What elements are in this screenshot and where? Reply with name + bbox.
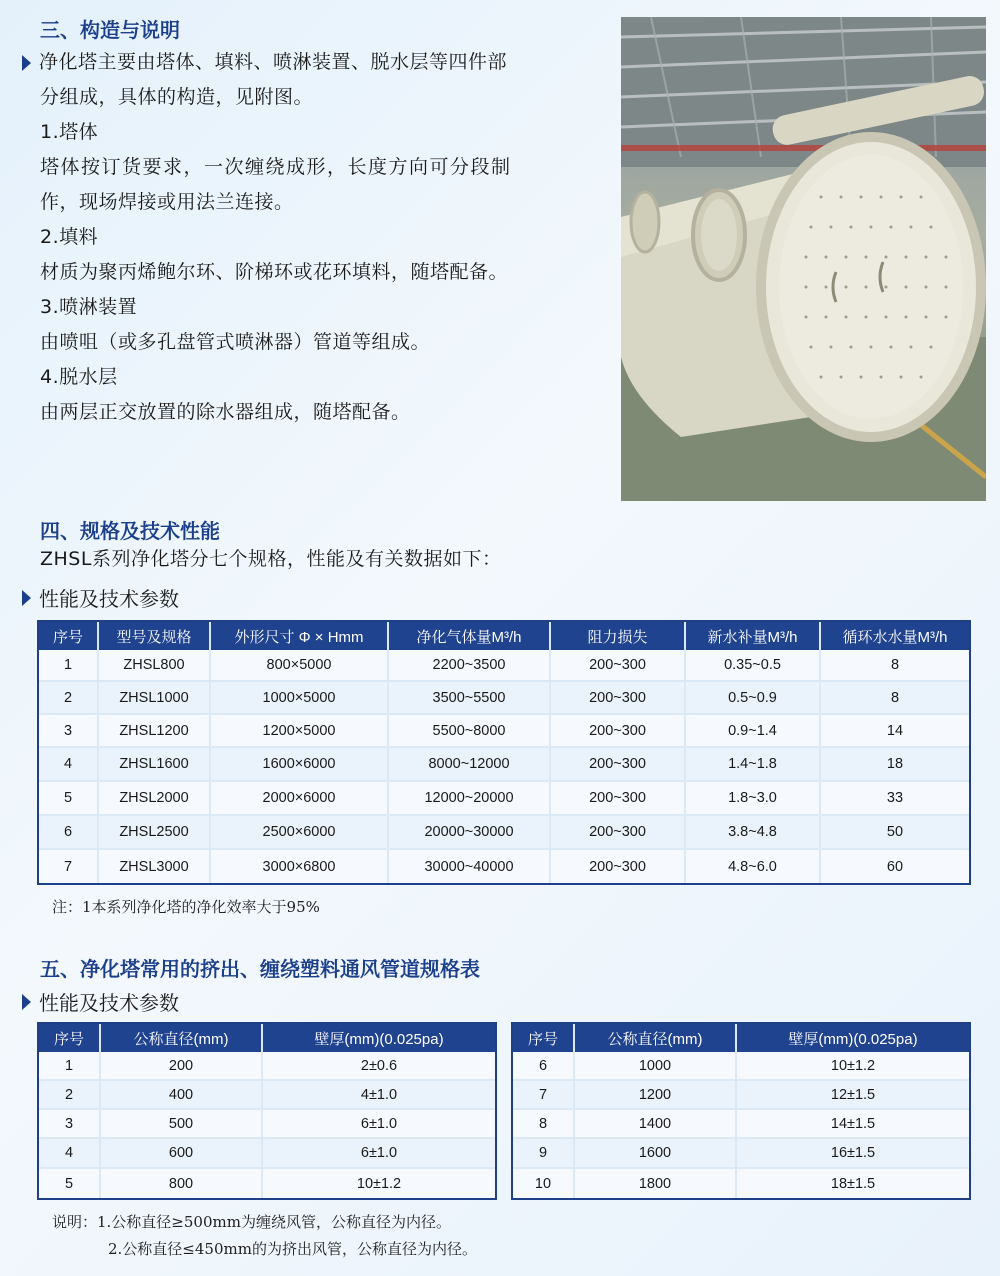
cell: 4±1.0 (263, 1081, 495, 1110)
col-header: 循环水水量M³/h (821, 622, 969, 650)
item-heading: 3.喷淋装置 (40, 296, 138, 318)
cell: 16±1.5 (737, 1139, 969, 1169)
col-header: 公称直径(mm) (101, 1024, 263, 1052)
cell: 5 (39, 1169, 101, 1198)
item-heading: 2.填料 (40, 226, 99, 248)
col-header: 新水补量M³/h (686, 622, 821, 650)
triangle-bullet-icon (22, 994, 31, 1010)
cell: ZHSL3000 (99, 850, 211, 883)
table-row (39, 816, 969, 850)
cell: 1000×5000 (211, 682, 389, 715)
cell: 5 (39, 782, 99, 816)
cell: 1800 (575, 1169, 737, 1198)
table-row (513, 1052, 969, 1081)
section4-subtitle: ZHSL系列净化塔分七个规格，性能及有关数据如下： (40, 548, 502, 570)
cell: 200~300 (551, 782, 686, 816)
cell: 1.8~3.0 (686, 782, 821, 816)
table-row (39, 1139, 495, 1169)
col-header: 序号 (513, 1024, 575, 1052)
cell: 9 (513, 1139, 575, 1169)
cell: 200~300 (551, 715, 686, 748)
table-row (39, 1052, 495, 1081)
cell: 60 (821, 850, 969, 883)
cell: 1 (39, 650, 99, 682)
cell: 1600 (575, 1139, 737, 1169)
table-row (39, 748, 969, 782)
cell: 7 (513, 1081, 575, 1110)
cell: 6±1.0 (263, 1139, 495, 1169)
cell: 20000~30000 (389, 816, 551, 850)
cell: 200~300 (551, 748, 686, 782)
cell: 200~300 (551, 650, 686, 682)
cell: 3 (39, 1110, 101, 1139)
item-heading: 1.塔体 (40, 121, 99, 143)
section5-note-2: 2.公称直径≤450mm的为挤出风管，公称直径为内径。 (108, 1240, 477, 1258)
cell: 800×5000 (211, 650, 389, 682)
table-row (39, 850, 969, 883)
tower-illustration (621, 17, 986, 501)
col-header: 阻力损失 (551, 622, 686, 650)
spec-table (37, 620, 971, 885)
table-row (513, 1139, 969, 1169)
section3-body (22, 45, 512, 430)
cell: 3000×6800 (211, 850, 389, 883)
table-row (39, 715, 969, 748)
cell: 8 (821, 650, 969, 682)
cell: 14 (821, 715, 969, 748)
cell: 1200×5000 (211, 715, 389, 748)
duct-table-left (37, 1022, 497, 1200)
cell: 4.8~6.0 (686, 850, 821, 883)
cell: 6 (39, 816, 99, 850)
cell: 4 (39, 1139, 101, 1169)
item-line: 作，现场焊接或用法兰连接。 (40, 191, 294, 213)
col-header: 外形尺寸 Φ × Hmm (211, 622, 389, 650)
table-row (39, 682, 969, 715)
cell: 1200 (575, 1081, 737, 1110)
cell: 1000 (575, 1052, 737, 1081)
cell: 3500~5500 (389, 682, 551, 715)
section3-title: 三、构造与说明 (40, 18, 180, 42)
cell: 600 (101, 1139, 263, 1169)
cell: 0.35~0.5 (686, 650, 821, 682)
cell: 18 (821, 748, 969, 782)
table-row (39, 650, 969, 682)
item-line: 塔体按订货要求，一次缠绕成形，长度方向可分段制 (40, 156, 512, 178)
duct-table-header-row (513, 1024, 969, 1052)
item-heading: 4.脱水层 (40, 366, 118, 388)
item-line: 由喷咀（或多孔盘管式喷淋器）管道等组成。 (40, 331, 431, 353)
cell: 1 (39, 1052, 101, 1081)
cell: 4 (39, 748, 99, 782)
cell: ZHSL1000 (99, 682, 211, 715)
cell: 18±1.5 (737, 1169, 969, 1198)
cell: 400 (101, 1081, 263, 1110)
cell: ZHSL1200 (99, 715, 211, 748)
cell: 3 (39, 715, 99, 748)
item-line: 由两层正交放置的除水器组成，随塔配备。 (40, 401, 411, 423)
table-row (39, 782, 969, 816)
cell: 5500~8000 (389, 715, 551, 748)
cell: 1.4~1.8 (686, 748, 821, 782)
duct-table-header-row (39, 1024, 495, 1052)
tower-photo (621, 17, 986, 501)
section4-note: 注：1本系列净化塔的净化效率大于95% (52, 898, 320, 916)
duct-table-right (511, 1022, 971, 1200)
cell: 2 (39, 1081, 101, 1110)
section4-bullet: 性能及技术参数 (22, 583, 179, 612)
cell: 33 (821, 782, 969, 816)
intro-line-1: 净化塔主要由塔体、填料、喷淋装置、脱水层等四件部 (22, 45, 512, 80)
section5-bullet: 性能及技术参数 (22, 987, 179, 1016)
table-row (39, 1081, 495, 1110)
cell: 12000~20000 (389, 782, 551, 816)
cell: 200 (101, 1052, 263, 1081)
cell: ZHSL800 (99, 650, 211, 682)
cell: 1600×6000 (211, 748, 389, 782)
cell: 200~300 (551, 682, 686, 715)
cell: 10±1.2 (263, 1169, 495, 1198)
triangle-bullet-icon (22, 55, 31, 71)
cell: ZHSL1600 (99, 748, 211, 782)
table-row (513, 1110, 969, 1139)
cell: 2±0.6 (263, 1052, 495, 1081)
cell: 8000~12000 (389, 748, 551, 782)
cell: 3.8~4.8 (686, 816, 821, 850)
cell: 0.9~1.4 (686, 715, 821, 748)
table-row (39, 1169, 495, 1198)
table-row (513, 1169, 969, 1198)
section5-title: 五、净化塔常用的挤出、缠绕塑料通风管道规格表 (40, 957, 480, 981)
table-row (39, 1110, 495, 1139)
cell: 8 (513, 1110, 575, 1139)
col-header: 序号 (39, 622, 99, 650)
col-header: 公称直径(mm) (575, 1024, 737, 1052)
cell: 8 (821, 682, 969, 715)
col-header: 型号及规格 (99, 622, 211, 650)
cell: ZHSL2000 (99, 782, 211, 816)
triangle-bullet-icon (22, 590, 31, 606)
cell: 10 (513, 1169, 575, 1198)
spec-table-header-row (39, 622, 969, 650)
table-row (513, 1081, 969, 1110)
cell: 14±1.5 (737, 1110, 969, 1139)
section5-note-1: 说明：1.公称直径≥500mm为缠绕风管，公称直径为内径。 (52, 1213, 451, 1231)
cell: 12±1.5 (737, 1081, 969, 1110)
item-line: 材质为聚丙烯鲍尔环、阶梯环或花环填料，随塔配备。 (40, 261, 509, 283)
col-header: 净化气体量M³/h (389, 622, 551, 650)
cell: 6±1.0 (263, 1110, 495, 1139)
intro-line-2: 分组成，具体的构造，见附图。 (40, 86, 314, 108)
col-header: 壁厚(mm)(0.025pa) (737, 1024, 969, 1052)
cell: 200~300 (551, 816, 686, 850)
cell: 2 (39, 682, 99, 715)
section4-title: 四、规格及技术性能 (40, 519, 220, 543)
cell: 2500×6000 (211, 816, 389, 850)
cell: 0.5~0.9 (686, 682, 821, 715)
cell: 10±1.2 (737, 1052, 969, 1081)
cell: 800 (101, 1169, 263, 1198)
cell: 2200~3500 (389, 650, 551, 682)
cell: 1400 (575, 1110, 737, 1139)
cell: 2000×6000 (211, 782, 389, 816)
cell: 500 (101, 1110, 263, 1139)
cell: 7 (39, 850, 99, 883)
cell: 50 (821, 816, 969, 850)
cell: 200~300 (551, 850, 686, 883)
cell: 6 (513, 1052, 575, 1081)
col-header: 壁厚(mm)(0.025pa) (263, 1024, 495, 1052)
col-header: 序号 (39, 1024, 101, 1052)
cell: 30000~40000 (389, 850, 551, 883)
cell: ZHSL2500 (99, 816, 211, 850)
